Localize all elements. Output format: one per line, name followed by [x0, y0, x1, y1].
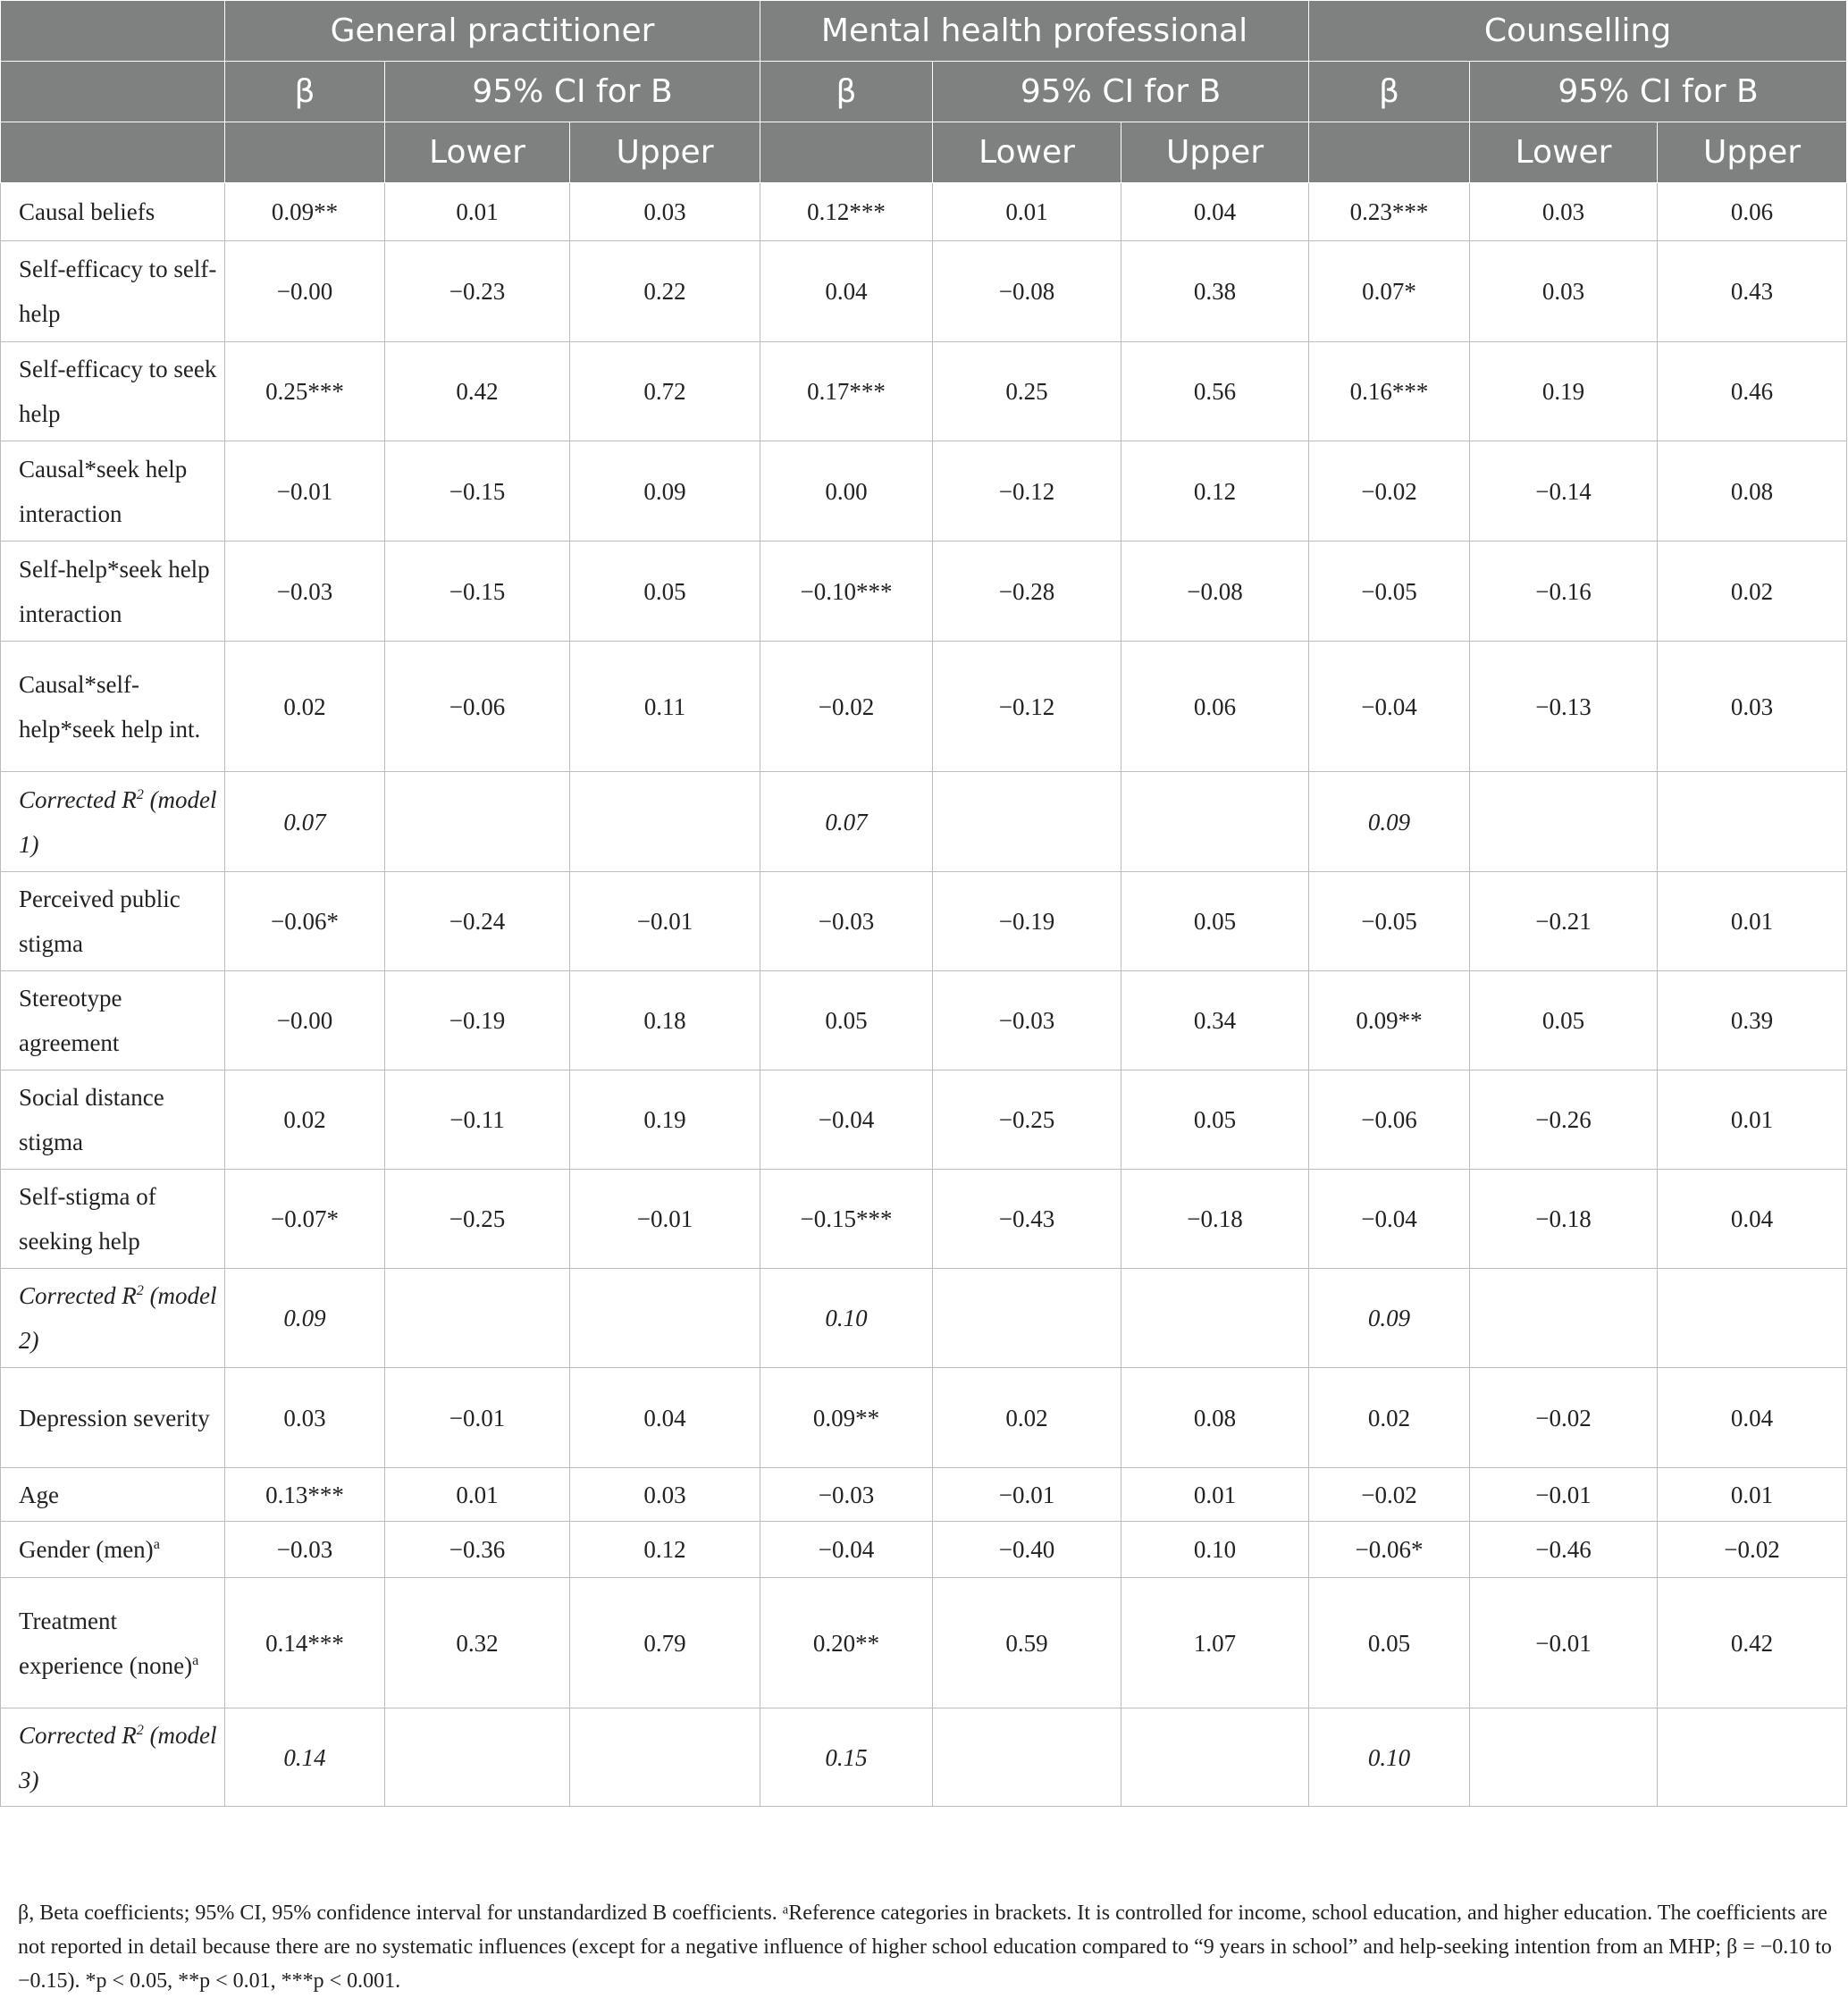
row-label-text: Perceived public stigma	[19, 886, 181, 957]
table-cell: 0.04	[1121, 183, 1309, 241]
table-cell: 0.03	[1470, 183, 1658, 241]
upper-header: Upper	[570, 122, 760, 183]
table-cell: −0.21	[1470, 872, 1658, 971]
table-cell: −0.15	[385, 541, 570, 642]
table-cell	[1121, 772, 1309, 872]
header-blank	[760, 122, 933, 183]
table-cell: 0.42	[1658, 1578, 1847, 1708]
row-label	[1, 441, 225, 541]
table-cell: −0.16	[1470, 541, 1658, 642]
table-row	[1, 541, 1847, 642]
table-cell: 0.59	[933, 1578, 1121, 1708]
row-label-superscript: 2	[136, 1721, 144, 1738]
table-cell: −0.04	[760, 1070, 933, 1170]
table-cell: 0.04	[1658, 1170, 1847, 1269]
row-label-text: Treatment experience (none)	[19, 1607, 193, 1679]
table-cell: −0.04	[1309, 642, 1470, 772]
row-label	[1, 872, 225, 971]
table-cell: 0.25	[933, 342, 1121, 441]
row-label	[1, 772, 225, 872]
table-row	[1, 342, 1847, 441]
table-row	[1, 1578, 1847, 1708]
table-cell	[1658, 1708, 1847, 1807]
row-label	[1, 1070, 225, 1170]
table-cell: −0.06	[1309, 1070, 1470, 1170]
table-cell	[933, 772, 1121, 872]
table-cell: 0.38	[1121, 241, 1309, 342]
table-row	[1, 642, 1847, 772]
table-cell: 0.20**	[760, 1578, 933, 1708]
table-cell: −0.08	[1121, 541, 1309, 642]
table-cell: −0.01	[570, 1170, 760, 1269]
row-label-superscript: 2	[136, 1282, 144, 1298]
table-cell: 0.01	[933, 183, 1121, 241]
table-cell: −0.24	[385, 872, 570, 971]
table-cell: 0.79	[570, 1578, 760, 1708]
table-cell: −0.06*	[1309, 1522, 1470, 1578]
table-cell: 0.05	[1121, 1070, 1309, 1170]
table-row	[1, 971, 1847, 1070]
table-cell: −0.28	[933, 541, 1121, 642]
row-label	[1, 1708, 225, 1807]
table-cell: −0.18	[1470, 1170, 1658, 1269]
table-cell: 0.09	[225, 1269, 385, 1368]
table-cell: −0.03	[933, 971, 1121, 1070]
header-corner	[1, 122, 225, 183]
table-cell: 0.09**	[1309, 971, 1470, 1070]
table-cell: 0.10	[1121, 1522, 1309, 1578]
table-cell: −0.15***	[760, 1170, 933, 1269]
table-cell: 0.01	[1658, 1468, 1847, 1522]
row-label-text: Self-efficacy to seek help	[19, 356, 217, 427]
table-cell: 0.17***	[760, 342, 933, 441]
table-cell: −0.04	[760, 1522, 933, 1578]
table-cell: −0.36	[385, 1522, 570, 1578]
table-cell: 0.19	[570, 1070, 760, 1170]
table-cell: −0.26	[1470, 1070, 1658, 1170]
table-cell: −0.08	[933, 241, 1121, 342]
table-cell: 1.07	[1121, 1578, 1309, 1708]
row-label	[1, 1368, 225, 1468]
table-cell: −0.03	[760, 872, 933, 971]
table-cell: 0.13***	[225, 1468, 385, 1522]
beta-header: β	[760, 62, 933, 122]
table-cell	[1121, 1708, 1309, 1807]
table-cell: −0.40	[933, 1522, 1121, 1578]
table-cell: −0.18	[1121, 1170, 1309, 1269]
table-cell: −0.11	[385, 1070, 570, 1170]
table-cell: 0.03	[570, 183, 760, 241]
table-cell	[570, 1708, 760, 1807]
row-label	[1, 541, 225, 642]
upper-header: Upper	[1121, 122, 1309, 183]
table-cell: 0.04	[570, 1368, 760, 1468]
table-cell: −0.03	[760, 1468, 933, 1522]
table-row	[1, 1368, 1847, 1468]
row-label	[1, 642, 225, 772]
table-cell: −0.01	[933, 1468, 1121, 1522]
table-row	[1, 183, 1847, 241]
table-cell: −0.46	[1470, 1522, 1658, 1578]
beta-header: β	[225, 62, 385, 122]
table-cell: 0.09	[1309, 772, 1470, 872]
ci-header: 95% CI for B	[1470, 62, 1847, 122]
row-label	[1, 1269, 225, 1368]
upper-header: Upper	[1658, 122, 1847, 183]
table-cell: 0.01	[385, 1468, 570, 1522]
table-cell	[570, 1269, 760, 1368]
table-cell	[1470, 1708, 1658, 1807]
table-cell	[570, 772, 760, 872]
group-header-counselling: Counselling	[1309, 1, 1847, 62]
table-cell: 0.04	[760, 241, 933, 342]
table-cell: 0.12***	[760, 183, 933, 241]
table-cell: −0.00	[225, 971, 385, 1070]
row-label	[1, 342, 225, 441]
table-cell: 0.06	[1121, 642, 1309, 772]
row-label	[1, 1170, 225, 1269]
table-cell: 0.23***	[1309, 183, 1470, 241]
table-cell: 0.02	[1658, 541, 1847, 642]
table-cell: 0.09**	[760, 1368, 933, 1468]
row-label-text: Causal beliefs	[19, 198, 155, 225]
table-row	[1, 1070, 1847, 1170]
table-cell: 0.05	[570, 541, 760, 642]
table-cell: 0.02	[1309, 1368, 1470, 1468]
row-label	[1, 1468, 225, 1522]
lower-header: Lower	[385, 122, 570, 183]
table-cell: 0.04	[1658, 1368, 1847, 1468]
table-cell: 0.12	[570, 1522, 760, 1578]
row-label-text: Stereotype agreement	[19, 985, 122, 1056]
table-cell: 0.01	[385, 183, 570, 241]
row-label	[1, 183, 225, 241]
table-cell: 0.12	[1121, 441, 1309, 541]
table-cell: 0.22	[570, 241, 760, 342]
table-cell: −0.23	[385, 241, 570, 342]
table-cell: −0.12	[933, 642, 1121, 772]
table-body	[1, 183, 1847, 1807]
table-cell: −0.12	[933, 441, 1121, 541]
table-cell: 0.25***	[225, 342, 385, 441]
table-cell: −0.01	[385, 1368, 570, 1468]
row-label-text: Self-help*seek help interaction	[19, 555, 210, 627]
table-cell: −0.01	[1470, 1578, 1658, 1708]
table-cell: 0.07	[225, 772, 385, 872]
table-cell: −0.19	[933, 872, 1121, 971]
table-cell: −0.02	[760, 642, 933, 772]
table-cell: 0.46	[1658, 342, 1847, 441]
row-label-superscript: 2	[136, 785, 144, 802]
table-cell: 0.09	[1309, 1269, 1470, 1368]
table-header	[1, 1, 1847, 183]
table-cell: 0.07*	[1309, 241, 1470, 342]
table-cell	[1658, 1269, 1847, 1368]
table-cell: 0.01	[1121, 1468, 1309, 1522]
table-cell: 0.00	[760, 441, 933, 541]
table-cell: −0.10***	[760, 541, 933, 642]
lower-header: Lower	[1470, 122, 1658, 183]
table-row	[1, 772, 1847, 872]
table-cell: 0.56	[1121, 342, 1309, 441]
row-label-text: Self-efficacy to self-help	[19, 256, 217, 327]
table-cell: −0.01	[570, 872, 760, 971]
table-cell: −0.43	[933, 1170, 1121, 1269]
table-cell: 0.18	[570, 971, 760, 1070]
table-cell: −0.02	[1309, 1468, 1470, 1522]
table-cell: −0.05	[1309, 541, 1470, 642]
table-cell	[933, 1708, 1121, 1807]
table-cell	[1470, 1269, 1658, 1368]
header-blank	[1309, 122, 1470, 183]
table-cell: −0.06*	[225, 872, 385, 971]
table-cell: 0.01	[1658, 1070, 1847, 1170]
table-cell: 0.16***	[1309, 342, 1470, 441]
table-row	[1, 441, 1847, 541]
table-cell: −0.14	[1470, 441, 1658, 541]
table-cell: 0.06	[1658, 183, 1847, 241]
beta-header: β	[1309, 62, 1470, 122]
table-cell: 0.43	[1658, 241, 1847, 342]
table-cell: 0.09**	[225, 183, 385, 241]
table-cell	[385, 772, 570, 872]
table-row	[1, 241, 1847, 342]
table-row	[1, 1708, 1847, 1807]
group-header-general-practitioner: General practitioner	[225, 1, 760, 62]
row-label-text: Social distance stigma	[19, 1084, 164, 1155]
table-cell: 0.72	[570, 342, 760, 441]
row-label-superscript: a	[192, 1651, 199, 1668]
row-label-suffix: (model 2)	[19, 1282, 217, 1354]
table-cell: −0.25	[933, 1070, 1121, 1170]
table-cell: 0.05	[1309, 1578, 1470, 1708]
row-label-text: Causal*self-help*seek help int.	[19, 670, 201, 743]
table-cell: 0.39	[1658, 971, 1847, 1070]
table-cell	[1658, 772, 1847, 872]
table-cell	[385, 1708, 570, 1807]
table-cell: 0.19	[1470, 342, 1658, 441]
table-row	[1, 1522, 1847, 1578]
table-cell: −0.01	[1470, 1468, 1658, 1522]
lower-header: Lower	[933, 122, 1121, 183]
table-cell: 0.10	[1309, 1708, 1470, 1807]
table-cell: −0.25	[385, 1170, 570, 1269]
table-cell: 0.05	[760, 971, 933, 1070]
table-cell: −0.06	[385, 642, 570, 772]
table-cell: −0.13	[1470, 642, 1658, 772]
header-blank	[225, 122, 385, 183]
row-label-suffix: (model 3)	[19, 1721, 217, 1793]
table-cell: 0.34	[1121, 971, 1309, 1070]
table-row	[1, 1170, 1847, 1269]
row-label-text: Causal*seek help interaction	[19, 455, 188, 527]
row-label	[1, 1522, 225, 1578]
table-cell	[385, 1269, 570, 1368]
table-cell: −0.07*	[225, 1170, 385, 1269]
table-cell: 0.05	[1121, 872, 1309, 971]
table-cell: 0.14***	[225, 1578, 385, 1708]
row-label-text: Gender (men)	[19, 1536, 154, 1563]
row-label-text: Corrected R	[19, 1721, 137, 1749]
table-cell	[1470, 772, 1658, 872]
table-cell: −0.05	[1309, 872, 1470, 971]
ci-header: 95% CI for B	[385, 62, 760, 122]
table-cell: 0.03	[225, 1368, 385, 1468]
table-cell: 0.02	[225, 1070, 385, 1170]
table-cell: 0.09	[570, 441, 760, 541]
table-cell: 0.03	[1658, 642, 1847, 772]
table-cell: −0.02	[1658, 1522, 1847, 1578]
row-label	[1, 971, 225, 1070]
table-cell: 0.03	[1470, 241, 1658, 342]
table-cell: 0.03	[570, 1468, 760, 1522]
table-cell: 0.10	[760, 1269, 933, 1368]
table-row	[1, 872, 1847, 971]
table-cell: 0.15	[760, 1708, 933, 1807]
group-header-mental-health-professional: Mental health professional	[760, 1, 1309, 62]
table-cell: 0.05	[1470, 971, 1658, 1070]
row-label	[1, 241, 225, 342]
table-cell: 0.11	[570, 642, 760, 772]
row-label-suffix: (model 1)	[19, 785, 217, 858]
table-row	[1, 1468, 1847, 1522]
table-cell: 0.14	[225, 1708, 385, 1807]
table-cell	[1121, 1269, 1309, 1368]
row-label-text: Self-stigma of seeking help	[19, 1183, 156, 1255]
table-cell: 0.02	[225, 642, 385, 772]
table-cell: −0.19	[385, 971, 570, 1070]
table-cell: 0.08	[1658, 441, 1847, 541]
header-corner	[1, 62, 225, 122]
table-cell: −0.03	[225, 1522, 385, 1578]
table-cell	[933, 1269, 1121, 1368]
table-cell: −0.03	[225, 541, 385, 642]
table-cell: 0.01	[1658, 872, 1847, 971]
header-corner	[1, 1, 225, 62]
ci-header: 95% CI for B	[933, 62, 1309, 122]
table-cell: 0.42	[385, 342, 570, 441]
table-row	[1, 1269, 1847, 1368]
table-cell: −0.01	[225, 441, 385, 541]
row-label-text: Depression severity	[19, 1404, 210, 1431]
table-cell: 0.07	[760, 772, 933, 872]
table-cell: 0.08	[1121, 1368, 1309, 1468]
table-cell: −0.15	[385, 441, 570, 541]
table-cell: −0.04	[1309, 1170, 1470, 1269]
row-label-superscript: a	[153, 1536, 160, 1552]
table-cell: 0.02	[933, 1368, 1121, 1468]
row-label-text: Corrected R	[19, 1282, 137, 1309]
row-label-text: Age	[19, 1481, 59, 1508]
table-footnote: β, Beta coefficients; 95% CI, 95% confidence interval for unstandardized B coefficients. ᵃReference categories in brackets. It is controlled for income, school education, and higher education. The coefficients are not reported in detail because there are no systematic influences (except for a negative influence of higher school education compared to “9 years in school” and help-seeking intention from an MHP; β = −0.10 to −0.15). *p < 0.05, **p < 0.01, ***p < 0.001.	[18, 1901, 1832, 1993]
table-cell: 0.32	[385, 1578, 570, 1708]
table-cell: −0.00	[225, 241, 385, 342]
row-label	[1, 1578, 225, 1708]
table-cell: −0.02	[1470, 1368, 1658, 1468]
row-label-text: Corrected R	[19, 785, 137, 813]
table-cell: −0.02	[1309, 441, 1470, 541]
